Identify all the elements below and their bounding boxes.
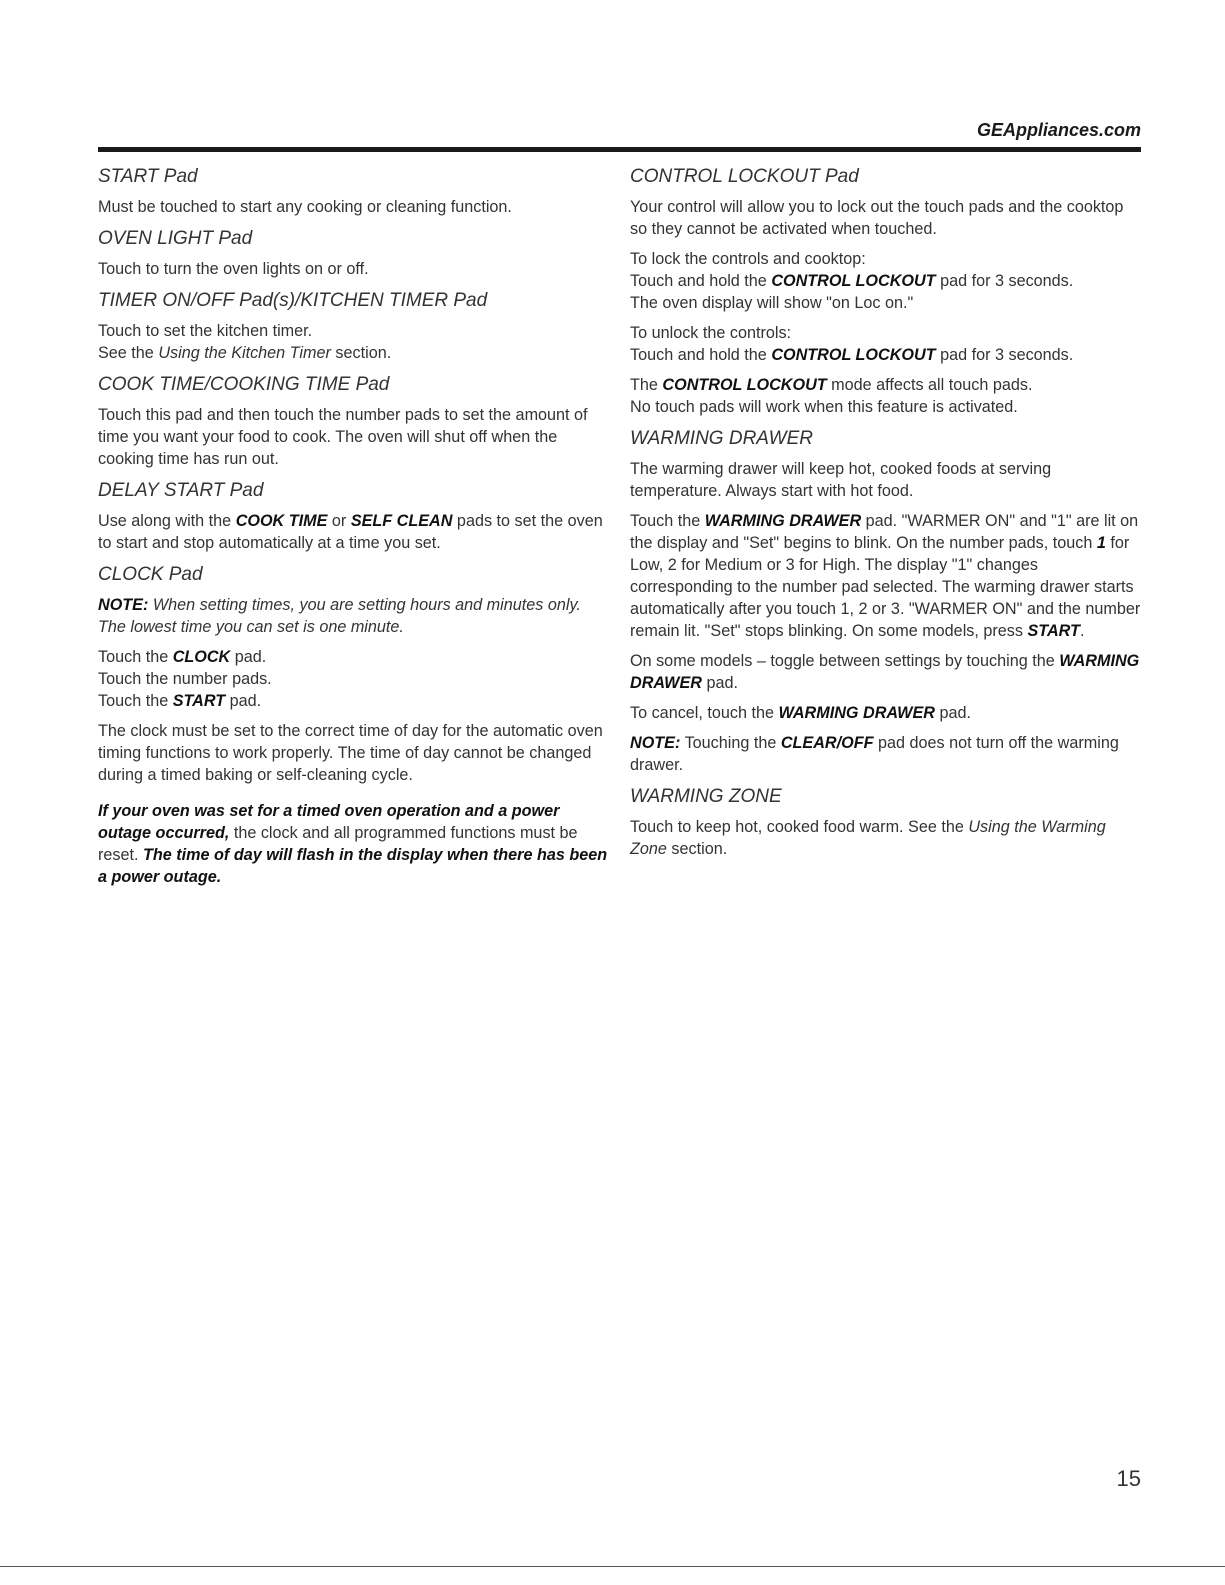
section-text: Must be touched to start any cooking or cleaning function. bbox=[98, 198, 512, 216]
drawer-toggle: On some models – toggle between settings by touching the WARMING DRAWER pad. bbox=[630, 652, 1140, 692]
section-oven-light-pad bbox=[98, 226, 608, 280]
section-title: START Pad bbox=[98, 166, 198, 187]
lockout-intro: Your control will allow you to lock out the touch pads and the cooktop so they cannot be activated when touched. bbox=[630, 198, 1124, 238]
lockout-mode: The CONTROL LOCKOUT mode affects all touch pads. No touch pads will work when this feature is activated. bbox=[630, 376, 1033, 416]
section-text: Touch this pad and then touch the number pads to set the amount of time you want your food to cook. The oven will shut off when the cooking time has run out. bbox=[98, 406, 588, 468]
section-title: OVEN LIGHT Pad bbox=[98, 228, 253, 249]
page-number: 15 bbox=[1116, 1466, 1141, 1491]
timer-line-2: See the Using the Kitchen Timer section. bbox=[98, 344, 392, 362]
clock-steps bbox=[98, 646, 608, 712]
drawer-cancel: To cancel, touch the WARMING DRAWER pad. bbox=[630, 704, 971, 722]
section-control-lockout-pad bbox=[630, 164, 1145, 418]
section-start-pad bbox=[98, 164, 608, 218]
clock-step-2: Touch the number pads. bbox=[98, 670, 272, 688]
site-url: GEAppliances.com bbox=[976, 120, 1141, 140]
clock-paragraph: The clock must be set to the correct time of day for the automatic oven timing functions to work properly. The time of day cannot be changed during a timed baking or self-cleaning cycle. bbox=[98, 722, 603, 784]
timer-line-1: Touch to set the kitchen timer. bbox=[98, 322, 313, 340]
section-title: DELAY START Pad bbox=[98, 480, 264, 501]
section-cook-time-pad bbox=[98, 372, 608, 470]
section-title: WARMING ZONE bbox=[630, 786, 782, 807]
section-clock-pad bbox=[98, 562, 608, 786]
left-column bbox=[98, 164, 608, 888]
header-rule bbox=[98, 147, 1141, 152]
section-title: TIMER ON/OFF Pad(s)/KITCHEN TIMER Pad bbox=[98, 290, 488, 311]
section-warming-zone bbox=[630, 784, 1145, 860]
section-timer-pad bbox=[98, 288, 608, 364]
zone-text: Touch to keep hot, cooked food warm. See the Using the Warming Zone section. bbox=[630, 818, 1106, 858]
lockout-unlock-steps: To unlock the controls: Touch and hold the CONTROL LOCKOUT pad for 3 seconds. bbox=[630, 324, 1074, 364]
clock-note: NOTE: When setting times, you are setting hours and minutes only. The lowest time you can set is one minute. bbox=[98, 596, 581, 636]
kitchen-timer-reference: Using the Kitchen Timer bbox=[158, 344, 331, 362]
lockout-lock-steps: To lock the controls and cooktop: Touch and hold the CONTROL LOCKOUT pad for 3 seconds. The oven display will show "on Loc on." bbox=[630, 250, 1074, 312]
section-text: Touch to turn the oven lights on or off. bbox=[98, 260, 369, 278]
section-title: CLOCK Pad bbox=[98, 564, 203, 585]
power-outage-warning: If your oven was set for a timed oven operation and a power outage occurred, the clock and all programmed functions must be reset. The time of day will flash in the display when there has been a power outage. bbox=[98, 802, 608, 886]
bottom-rule bbox=[0, 1566, 1225, 1567]
section-title: WARMING DRAWER bbox=[630, 428, 813, 449]
drawer-note: NOTE: Touching the CLEAR/OFF pad does not turn off the warming drawer. bbox=[630, 734, 1119, 774]
drawer-intro: The warming drawer will keep hot, cooked foods at serving temperature. Always start with hot food. bbox=[630, 460, 1052, 500]
section-delay-start-pad bbox=[98, 478, 608, 554]
section-title: CONTROL LOCKOUT Pad bbox=[630, 166, 859, 187]
right-column bbox=[630, 164, 1145, 868]
section-warming-drawer bbox=[630, 426, 1145, 776]
section-title: COOK TIME/COOKING TIME Pad bbox=[98, 374, 390, 395]
clock-step-1: Touch the CLOCK pad. bbox=[98, 648, 267, 666]
section-text: Use along with the COOK TIME or SELF CLEAN pads to set the oven to start and stop automatically at a time you set. bbox=[98, 512, 603, 552]
drawer-instructions: Touch the WARMING DRAWER pad. "WARMER ON" and "1" are lit on the display and "Set" begins to blink. On the number pads, touch 1 for Low, 2 for Medium or 3 for High. The display "1" changes corresponding to the number pad selected. The warming drawer starts automatically after you touch 1, 2 or 3. "WARMER ON" and the number remain lit. "Set" stops blinking. On some models, press START. bbox=[630, 512, 1141, 640]
clock-step-3: Touch the START pad. bbox=[98, 692, 262, 710]
